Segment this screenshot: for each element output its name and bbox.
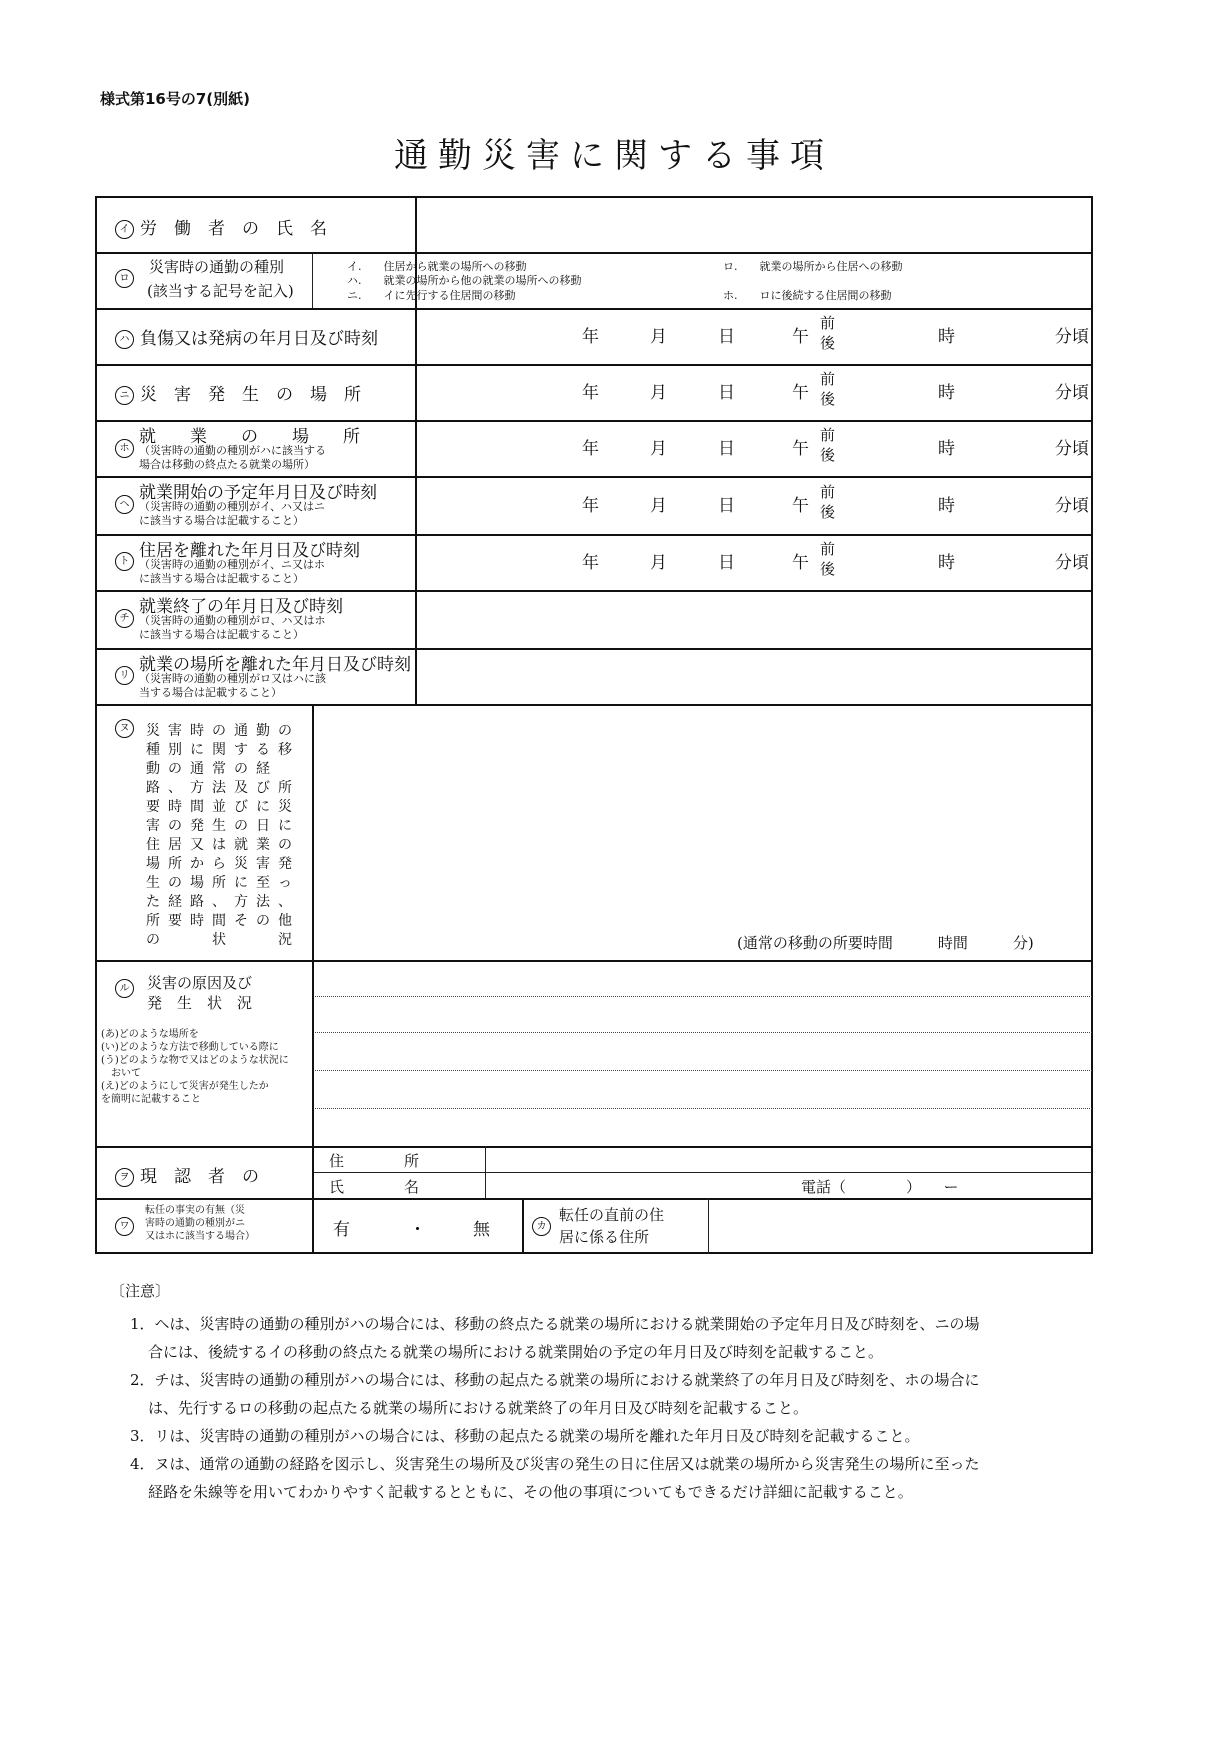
commute-type-label-1: 災害時の通勤の種別	[149, 258, 285, 276]
route-map-field[interactable]	[314, 706, 1092, 960]
prev-address-label-1: 転任の直前の住	[559, 1206, 665, 1224]
row-worker-name-label: イ 労 働 者 の 氏 名	[115, 214, 327, 239]
left-work-datetime-field[interactable]	[418, 536, 1090, 588]
work-end-minute-unit: 分頃	[1055, 496, 1089, 516]
row-work-place-label: 就 業 の 場 所	[139, 427, 360, 447]
cause-label-2: 発 生 状 況	[147, 994, 253, 1012]
row-work-start-label: 就業開始の予定年月日及び時刻	[139, 483, 377, 503]
work-end-am-unit: 前	[820, 483, 836, 501]
left-work-year-unit: 年	[582, 553, 599, 573]
transfer-no-option[interactable]: 無	[473, 1220, 490, 1240]
transfer-separator: ・	[409, 1220, 426, 1240]
row-work-end-label: 就業終了の年月日及び時刻	[139, 597, 343, 617]
worker-name-field[interactable]	[417, 198, 1093, 252]
work-end-noon-unit: 午	[792, 496, 809, 516]
row-witness-label: ヲ 現 認 者 の	[115, 1162, 259, 1187]
row-prev-address-mark: カ	[532, 1216, 557, 1236]
commute-option-ro: ロ. 就業の場所から住居への移動	[723, 260, 903, 273]
work-start-am-unit: 前	[820, 370, 836, 388]
cause-hint-2: (い)どのような方法で移動している際に	[101, 1042, 279, 1053]
row-work-start-note-2: に該当する場合は記載すること）	[139, 514, 304, 527]
injury-hour-unit: 時	[938, 327, 955, 347]
notes-heading: 〔注意〕	[110, 1282, 171, 1300]
row-left-home-label: 住居を離れた年月日及び時刻	[139, 541, 360, 561]
injury-noon-unit: 午	[792, 327, 809, 347]
left-work-month-unit: 月	[650, 553, 667, 573]
row-transfer-mark: ワ	[115, 1216, 140, 1236]
injury-day-unit: 日	[718, 327, 735, 347]
witness-name-label: 氏 名	[329, 1178, 420, 1196]
row-left-work-label: 就業の場所を離れた年月日及び時刻	[139, 655, 411, 675]
prev-address-label-2: 居に係る住所	[559, 1228, 650, 1246]
commute-option-ho: ホ. ロに後続する住居間の移動	[723, 289, 892, 302]
work-start-pm-unit: 後	[820, 390, 836, 408]
cause-hint-4: おいて	[101, 1068, 141, 1079]
form-title: 通勤災害に関する事項	[394, 136, 834, 176]
commute-option-ha: ハ. 就業の場所から他の就業の場所への移動	[347, 274, 582, 287]
left-home-year-unit: 年	[582, 439, 599, 459]
row-work-end-note-2: に該当する場合は記載すること）	[139, 628, 304, 641]
witness-phone-label: 電話（ ） ー	[801, 1178, 959, 1196]
note-2: 2．チは、災害時の通勤の種別がハの場合には、移動の起点たる就業の場所における就業終了の年月日及び時刻を、ホの場合に は、先行するロの移動の起点たる就業の場所における就業終了の年月日及び時刻を記載すること。	[130, 1371, 980, 1417]
usual-duration-note: (通常の移動の所要時間 時間 分)	[737, 934, 1034, 952]
left-home-minute-unit: 分頃	[1055, 439, 1089, 459]
injury-year-unit: 年	[582, 327, 599, 347]
row-work-start-note-1: （災害時の通勤の種別がイ、ハ又はニ	[139, 500, 326, 513]
work-end-datetime-field[interactable]	[418, 479, 1090, 531]
left-work-day-unit: 日	[718, 553, 735, 573]
work-start-noon-unit: 午	[792, 383, 809, 403]
transfer-note-3: 又はホに該当する場合）	[145, 1231, 255, 1242]
form-number: 様式第16号の7(別紙)	[100, 90, 251, 108]
left-work-noon-unit: 午	[792, 553, 809, 573]
row-left-home-note-2: に該当する場合は記載すること）	[139, 572, 304, 585]
row-left-home-note-1: （災害時の通勤の種別がイ、ニ又はホ	[139, 558, 326, 571]
commute-option-ni: ニ. イに先行する住居間の移動	[347, 289, 516, 302]
row-commute-type-label: ロ	[115, 268, 140, 288]
row-left-work-note-1: （災害時の通勤の種別がロ又はハに該	[139, 672, 326, 685]
row-work-end-mark: チ	[115, 608, 140, 628]
circled-mark: イ	[115, 220, 134, 239]
work-start-month-unit: 月	[650, 383, 667, 403]
left-work-minute-unit: 分頃	[1055, 553, 1089, 573]
work-start-hour-unit: 時	[938, 383, 955, 403]
work-end-pm-unit: 後	[820, 503, 836, 521]
witness-address-field[interactable]	[487, 1148, 1092, 1172]
work-end-year-unit: 年	[582, 496, 599, 516]
cause-hint-5: (え)どのようにして災害が発生したか	[101, 1081, 269, 1092]
transfer-yes-option[interactable]: 有	[333, 1220, 350, 1240]
transfer-note-1: 転任の事実の有無（災	[145, 1205, 245, 1216]
injury-datetime-field[interactable]	[418, 310, 1090, 362]
left-home-pm-unit: 後	[820, 446, 836, 464]
row-injury-datetime-label: ハ 負傷又は発病の年月日及び時刻	[115, 324, 378, 349]
witness-address-label: 住 所	[329, 1152, 420, 1170]
left-home-datetime-field[interactable]	[418, 422, 1090, 474]
injury-month-unit: 月	[650, 327, 667, 347]
row-left-work-note-2: 当する場合は記載すること）	[139, 686, 282, 699]
row-work-place-note-2: 場合は移動の終点たる就業の場所）	[139, 458, 315, 471]
row-work-start-mark: ヘ	[115, 494, 140, 514]
work-end-month-unit: 月	[650, 496, 667, 516]
prev-address-field[interactable]	[710, 1200, 1092, 1254]
row-work-place-note-1: （災害時の通勤の種別がハに該当する	[139, 444, 326, 457]
injury-am-unit: 前	[820, 314, 836, 332]
left-work-am-unit: 前	[820, 540, 836, 558]
work-start-datetime-field[interactable]	[418, 366, 1090, 418]
commute-option-i: イ. 住居から就業の場所への移動	[347, 260, 527, 273]
left-home-month-unit: 月	[650, 439, 667, 459]
injury-minute-unit: 分頃	[1055, 327, 1089, 347]
work-start-year-unit: 年	[582, 383, 599, 403]
witness-name-field[interactable]	[487, 1174, 787, 1198]
row-cause-mark: ル	[115, 978, 140, 998]
cause-field[interactable]	[314, 962, 1092, 1146]
transfer-note-2: 害時の通勤の種別がニ	[145, 1218, 245, 1229]
cause-hint-6: を簡明に記載すること	[101, 1094, 201, 1105]
commute-type-label-2: (該当する記号を記入)	[147, 282, 294, 300]
row-route-mark: ヌ	[115, 718, 140, 738]
cause-hint-3: (う)どのような物で又はどのような状況に	[101, 1055, 289, 1066]
cause-label-1: 災害の原因及び	[147, 974, 253, 992]
note-3: 3．リは、災害時の通勤の種別がハの場合には、移動の起点たる就業の場所を離れた年月日及び時刻を記載すること。	[130, 1427, 920, 1445]
row-left-work-mark: リ	[115, 665, 140, 685]
row-accident-place-label: ニ 災 害 発 生 の 場 所	[115, 380, 361, 405]
left-home-am-unit: 前	[820, 426, 836, 444]
route-label-text: 災害時の通勤の 種別に関する移 動の通常の経 路、方法及び所 要時間並びに災 害の発生の日に 住居又は就業の 場所から災害発 生の場所に至っ た経路、方法、 所要時間その他 の 状 況	[146, 723, 300, 948]
work-end-day-unit: 日	[718, 496, 735, 516]
note-1: 1．ヘは、災害時の通勤の種別がハの場合には、移動の終点たる就業の場所における就業開始の予定年月日及び時刻を、ニの場 合には、後続するイの移動の終点たる就業の場所における就業開始の予定の年月日及び時刻を記載すること。	[130, 1315, 980, 1361]
row-work-end-note-1: （災害時の通勤の種別がロ、ハ又はホ	[139, 614, 326, 627]
work-end-hour-unit: 時	[938, 496, 955, 516]
work-start-day-unit: 日	[718, 383, 735, 403]
left-home-hour-unit: 時	[938, 439, 955, 459]
left-work-pm-unit: 後	[820, 560, 836, 578]
work-start-minute-unit: 分頃	[1055, 383, 1089, 403]
note-4: 4．ヌは、通常の通勤の経路を図示し、災害発生の場所及び災害の発生の日に住居又は就業の場所から災害発生の場所に至った 経路を朱線等を用いてわかりやすく記載するとともに、その他の事項についてもできるだけ詳細に記載すること。	[130, 1455, 980, 1501]
left-home-day-unit: 日	[718, 439, 735, 459]
row-work-place-mark: ホ	[115, 438, 140, 458]
left-work-hour-unit: 時	[938, 553, 955, 573]
row-left-home-mark: ト	[115, 551, 140, 571]
injury-pm-unit: 後	[820, 334, 836, 352]
cause-hint-1: (あ)どのような場所を	[101, 1029, 199, 1040]
left-home-noon-unit: 午	[792, 439, 809, 459]
